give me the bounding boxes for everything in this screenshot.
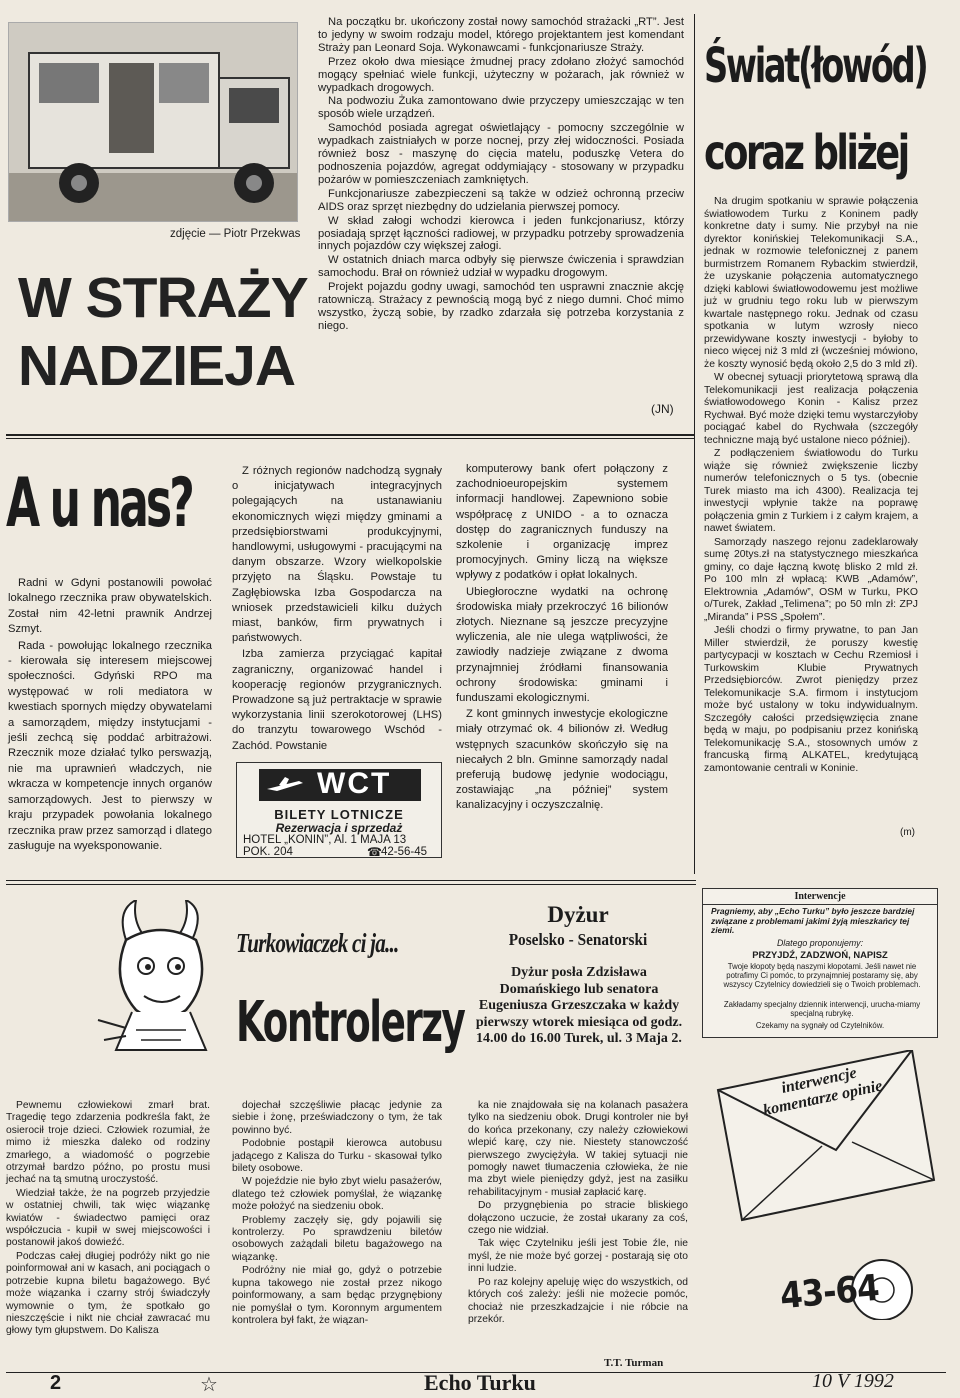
story5-paragraph: dojechał szczęśliwie płacąc jedynie za siebie i żonę, przeświadczony o tym, że tak powinno być. <box>232 1100 442 1136</box>
dyzur-text: Dyżur posła Zdzisława Domańskiego lub senatora Eugeniusza Grzeszczaka w każdy pierwszy wtorek miesiąca od godz. 14.00 do 16.00 Turek, ul. 3 Maja 2. <box>475 965 683 1046</box>
story3-title: A u nas? <box>6 464 192 543</box>
interwencje-lead: Pragniemy, aby „Echo Turku” było jeszcze bardziej związane z problemami jakimi żyją mieszkańcy tej ziemi. <box>711 906 915 936</box>
story1-paragraph: Funkcjonariusze zabezpieczeni są także w odzież ochronną przeciw AIDS oraz sprzęt niezbędny do udzielania pierwszej pomocy. <box>318 187 684 213</box>
masthead: Echo Turku <box>424 1370 536 1395</box>
section-divider <box>6 884 696 885</box>
story1-title-line1: W STRAŻY <box>18 266 308 330</box>
issue-date: 10 V 1992 <box>812 1370 894 1392</box>
story5-paragraph: Problemy zaczęły się, gdy pojawili się kontrolerzy. Po sprawdzeniu biletów osobowych zażądali biletu bagażowego na wiązankę. <box>232 1214 442 1263</box>
story5-column-3 <box>468 1100 688 1327</box>
story5-title: Kontrolerzy <box>236 990 465 1055</box>
story5-paragraph: Wiedział także, że na pogrzeb przyjedzie w ostatniej chwili, tak więc wiązankę kwiatów - świadectwo pamięci oraz współczucia - kupił w swej miejscowości i postanowił jakoś dowieźć. <box>6 1187 210 1249</box>
star-icon: ☆ <box>200 1374 218 1396</box>
story3-paragraph: Rada - powołując lokalnego rzecznika - kierowała się interesem miejscowej społeczności. Gdyński RPO ma występować w roli mediatora w kwestiach spornych między obywatelami a samorządem, między instytucjami - jeśli zechcą się poddać arbitrażowi. Rzecznik moze działać tylko perswazją, nie ma uprawnień władczych, nie wkracza w kompetencje innych organów samorządowych. Jest to pierwszy w kraju przypadek powołania lokalnego rzecznika praw przez samorząd i dlatego zasługuje na wyeksponowanie. <box>8 639 212 852</box>
wct-phone: 42-56-45 <box>381 846 428 858</box>
fire-truck-photo <box>8 22 298 222</box>
story5-paragraph: Podróżny nie miał go, gdyż o potrzebie kupna takowego nie został przez nikogo poinformowany, a sam będąc przygnębiony nie pomyślał o tym. Koronnym argumentem kontrolera był fakt, że wiązan- <box>232 1265 442 1326</box>
story2-title-line1: Świat(łowód) <box>704 38 927 94</box>
story1-title-line2: NADZIEJA <box>18 334 296 398</box>
story2-body <box>704 196 918 776</box>
story1-paragraph: Na początku br. ukończony został nowy samochód strażacki „RT”. Jest to jedyny w swoim rodzaju model, którego projektantem jest komendant Straży pan Leonard Soja. Wykonawcami - funkcjonariusze Straży. <box>318 16 684 54</box>
story1-paragraph: Przez około dwa miesiące żmudnej pracy zdołano złożyć samochód mogący spełniać wiele funkcji, użyteczny w pożarach, jak również w wypadkach drogowych. <box>318 55 684 94</box>
story5-paragraph: W pojeździe nie było zbyt wielu pasażerów, dlatego też człowiek pomyślał, że wiązankę może położyć na siedzeniu obok. <box>232 1176 442 1213</box>
wct-logo-box <box>259 769 421 801</box>
story2-paragraph: Na drugim spotkaniu w sprawie połączenia światłowodem Turku z Koninem padły konkretne daty i sumy. Nie przybył na nie dyrektor konińskiej Telekomunikacji S.A., jednak w rozmowie telefonicznej z panem burmistrzem Romanem Rybackim stwierdził, że uzyskanie połączenia automatycznego dzięki kablowi światłowodowemu jest możliwe już w grudniu tego roku lub w pierwszym kwartale następnego roku. Jednak od czasu spotkania w lutym wzrosły nieco przewidywane koszty inwestycji - byłoby to nieco więcej niż 3 mld zł (wcześniej mówiono, że koszty wynosić będą około 2,5 do 3 mld zł). <box>704 196 918 370</box>
story2-signature: (m) <box>900 827 915 838</box>
section-divider <box>6 434 694 436</box>
story1-body <box>318 16 684 334</box>
story4-paragraph: Z różnych regionów nadchodzą sygnały o inicjatywach integracyjnych polegających na ustanawianiu ekonomicznych więzi między gminami a przedsiębiorstwami produkcyjnymi, handlowymi, usługowymi - pracującymi na danym obszarze. Wzory wielkopolskie przyjęto na Śląsku. Powstaje tu Zagłębiowska Izba Gospodarcza na wniosek przedstawicieli kilku dużych miast, banków, firm prywatnych i państwowych. <box>232 465 442 645</box>
story5-paragraph: ka nie znajdowała się na kolanach pasażera tylko na siedzeniu obok. Drugi kontroler nie był do końca przekonany, czy należy człowiekowi wlepić karę, czy nie. Niestety stanowczość pierwszego zwyciężyła. W takiej sytuacji nie pomogły nawet tłumaczenia człowieka, że nie ma zbyt wiele pieniędzy gdyż, jest na zasiłku rehabilitacyjnym - musiał zapłacić karę. <box>468 1100 688 1198</box>
story5-column-1 <box>6 1100 210 1339</box>
envelope-text: interwencje komentarze opinie <box>761 1064 884 1120</box>
airplane-icon <box>265 775 305 797</box>
story5-paragraph: Do przygnębienia po stracie bliskiego dołączono uczucie, że został ukarany za coś, czego nie widział. <box>468 1200 688 1237</box>
story5-paragraph: Pewnemu człowiekowi zmarł brat. Tragedię tego zdarzenia podkreśla fakt, że osierocił troje dzieci. Człowiek rozumiał, że mimo iż mieszka daleko od rodziny zmarłego, a wiadomość o pogrzebie otrzymał bardzo późno, po prostu musi jechać na tą smutną uroczystość. <box>6 1100 210 1186</box>
story5-paragraph: Po raz kolejny apeluję więc do wszystkich, od których coś zależy: jeśli nie możecie pomóc, chociaż nie przeszkadzajcie i nie róbcie na przekór. <box>468 1276 688 1325</box>
story1-paragraph: W ostatnich dniach marca odbyły się pierwsze ćwiczenia i sprawdzian samochodu. Brał on również udział w wypadku drogowym. <box>318 254 684 280</box>
story5-signature: T.T. Turman <box>604 1357 664 1369</box>
story1-paragraph: W skład załogi wchodzi kierowca i jeden funkcjonariusz, którzy posiadają sprzęt łączności radiowej, w przypadku potrzeby sprowadzenia innych pojazdów czy większej załogi. <box>318 214 684 253</box>
devil-illustration <box>96 900 226 1070</box>
wct-line1: BILETY LOTNICZE <box>274 807 404 822</box>
wct-line2: Rezerwacja i sprzedaż <box>275 821 403 835</box>
interwencje-rule <box>703 904 937 905</box>
story4-paragraph: Ubiegłoroczne wydatki na ochronę środowiska miały przekroczyć 16 bilionów złotych. Nieznane są jeszcze precyzyjne wyliczenia, ale nie ulega wątpliwości, że zawiodły nadzieje związane z dwoma przynajmniej źródłami finansowania ochrony środowiska: gminami i funduszami ekologicznymi. <box>456 585 668 705</box>
interwencje-body: Twoje kłopoty będą naszymi kłopotami. Jeśli nawet nie potrafimy Ci pomóc, to przynajmniej postaramy się, aby wszyscy Czytelnicy dowiedzieli się o Twoich problemach. <box>723 962 921 990</box>
story5-column-2 <box>232 1100 442 1328</box>
story2-title-line2: coraz bliżej <box>704 125 908 181</box>
story5-paragraph: Tak więc Czytelniku jeśli jest Tobie źle, nie myśl, że nie może być gorzej - postarają się oto inni ludzie. <box>468 1238 688 1275</box>
story2-paragraph: Z podłączeniem światłowodu do Turku wiąże się również zwiększenie liczby numerów telefonicznych o 5 tys. (obecnie Turek miasto ma ich 4300). Realizacja tej inwestycji wpłynie także na poprawę połączenia gmin z Turkiem i z całym krajem, a nawet światem. <box>704 448 918 534</box>
story2-paragraph: Jeśli chodzi o firmy prywatne, to pan Jan Miller stwierdził, że poruszy kwestię partycypacji w kosztach w Cechu Rzemiosł i Turkowskim Klubie Prywatnych Przedsiębiorców. Zwrot pieniędzy przez Telekomunikacje S.A. firmom i instytucjom może być ustalony w toku indywidualnym. Szczegóły całości przedsięwzięcia znane będą w maju, po podpisaniu przez konińską Telekomunikację S.A., stosownych umów z francuską firmą ALKATEL, kredytującą zamontowanie centrali w Koninie. <box>704 625 918 774</box>
story2-paragraph: W obecnej sytuacji priorytetową sprawą dla Telekomunikacji jest realizacja połączenia światłowodowego Konin - Kalisz przez Rychwał. Być może dzięki temu wystarczyłoby pociągać kabel do Rychwała (szczegóły techniczne mają być ustalone nieco później). <box>704 372 918 446</box>
story3-paragraph: Radni w Gdyni postanowili powołać lokalnego rzecznika praw obywatelskich. Został nim 42-letni prawnik Andrzej Szmyt. <box>8 577 212 636</box>
story5-paragraph: Podczas całej długiej podróży nikt go nie poinformował ani w kasach, ani pociągach o potrzebie kupna biletu bagażowego. Być może wiązanka i czarny strój świadczyły wymownie o tym, że spotkało go nieszczęście i nikt nie chciał zawracać mu głowy tym głupstwem. Do Kalisza <box>6 1250 210 1337</box>
story4-paragraph: komputerowy bank ofert połączony z zachodnioeuropejskim systemem informacji handlowej. Zapewniono sobie współpracę z UNIDO - a to oznacza dostęp do zagranicznych funduszy na szkolenie i organizację imprez promocyjnych. Gminy liczą na większe wpływy z podatków i opłat lokalnych. <box>456 463 668 582</box>
interwencje-body2: Zakładamy specjalny dziennik interwencji, urucha-miamy specjalną rubrykę. <box>723 1000 921 1019</box>
story4-column-2 <box>456 462 668 815</box>
page-number: 2 <box>50 1372 62 1394</box>
story2-paragraph: Samorządy naszego rejonu zadeklarowały sumę 20tys.zł na statystycznego mieszkańca gminy, co daje łączną kwotę blisko 2 mld zł. Po 100 mln zł wpłacą: KWB „Adamów”, Elektrownia „Adamów”, OSM w Turku, PKO o/Turek, Zakład „Telimena”; po 50 mln zł: ZPJ „Miranda” i PSS „Społem”. <box>704 536 918 623</box>
interwencje-action: PRZYJDŹ, ZADZWOŃ, NAPISZ <box>752 949 888 960</box>
wct-logo-text: WCT <box>317 767 392 800</box>
column-divider <box>694 14 695 874</box>
photo-caption: zdjęcie — Piotr Przekwas <box>170 228 301 240</box>
wct-advertisement <box>236 762 442 858</box>
story4-column-1 <box>232 464 442 755</box>
wct-line4: POK. 204 <box>243 846 293 858</box>
story5-kicker: Turkowiaczek ci ja... <box>236 928 399 958</box>
story1-paragraph: Na podwoziu Żuka zamontowano dwie przyczepy umieszczając w ten sposób wiele urządzeń. <box>318 95 684 121</box>
dyzur-subtitle: Poselsko - Senatorski <box>508 930 648 949</box>
story5-paragraph: Podobnie postąpił kierowca autobusu jadącego z Kalisza do Turku - skasował tylko bilety osobowe. <box>232 1138 442 1175</box>
story3-body <box>8 576 212 855</box>
phone-icon: ☎ <box>367 845 382 859</box>
interwencje-header: Interwencje <box>794 891 846 902</box>
section-divider <box>6 880 696 881</box>
phone-number: 43-64 <box>778 1267 881 1318</box>
interwencje-box <box>702 888 938 1038</box>
interwencje-closing: Czekamy na sygnały od Czytelników. <box>755 1021 885 1030</box>
story1-signature: (JN) <box>651 402 674 416</box>
interwencje-proposal: Dlatego proponujemy: <box>776 938 864 948</box>
story1-paragraph: Samochód posiada agregat oświetlający - pomocny szczególnie w wypadkach zaistniałych w porze nocnej, przy złej widoczności. Posiada również bosz - maszynę do cięcia matelu, poduszkę Vetera do podnoszenia pojazdów, agregat oddymiający - stosowany w przypadku pożarów w pomieszczeniach zamkniętych. <box>318 122 684 186</box>
wct-line3: HOTEL „KONIN”, Al. 1 MAJA 13 <box>243 834 407 846</box>
dyzur-title: Dyżur <box>547 902 609 927</box>
story4-paragraph: Z kont gminnych inwestycje ekologiczne miały otrzymać ok. 4 bilionów zł. Według wstępnych szacunków skończyło się na niecałych 2 bln. Gminne samorządy nadal preferują budowę jedynie wodociągu, zostawiając „na później” system kanalizacyjny i oczyszczalnię. <box>456 708 668 812</box>
section-divider <box>6 438 694 439</box>
story4-paragraph: Izba zamierza przyciągać kapitał zagraniczny, organizować handel i kooperację regionów przygranicznych. Prowadzone są już pertraktacje w sprawie wykorzystania linii szerokotorowej (LHS) do tranzytu towarowego Wschód - Zachód. Powstanie <box>232 648 442 752</box>
story1-paragraph: Projekt pojazdu godny uwagi, samochód ten usprawni znacznie akcję ratowniczą. Strażacy z pewnością mogą być z niego dumni. Choć mimo wszystko, życzą sobie, by rzadko zdarzała się potrzeba korzystania z niego. <box>318 281 684 332</box>
